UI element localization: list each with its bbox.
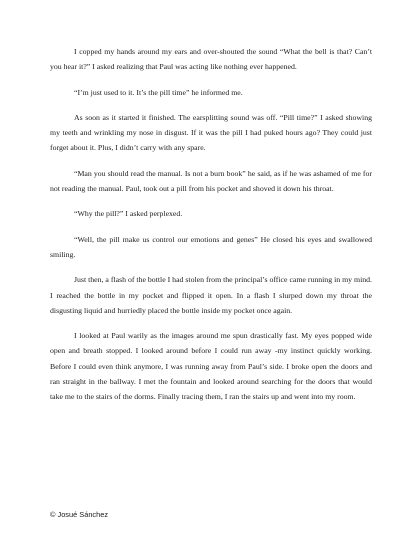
story-text bbox=[50, 44, 372, 414]
paragraph-1: I copped my hands around my ears and over-shouted the sound “What the bell is that? Can’t you hear it?” I asked realizing that Paul was acting like nothing ever happened. bbox=[50, 47, 372, 72]
paragraph-6: “Well, the pill make us control our emotions and genes” He closed his eyes and swallowed smiling. bbox=[50, 234, 372, 259]
paragraph-5: “Why the pill?” I asked perplexed. bbox=[74, 209, 183, 219]
paragraph-7: Just then, a flash of the bottle I had stolen from the principal’s office came running in my mind. I reached the bottle in my pocket and flipped it open. In a flash I slurped down my throat the disgusting liquid and hurriedly placed the bottle inside my pocket once again. bbox=[50, 275, 372, 315]
paragraph-3: As soon as it started it finished. The earsplitting sound was off. “Pill time?” I asked showing my teeth and wrinkling my nose in disgust. If it was the pill I had puked hours ago? They could just forget about it. Plus, I didn’t carry with any spare. bbox=[50, 112, 372, 153]
paragraph-4: “Man you should read the manual. Is not a burn book” he said, as if he was ashamed of me for not reading the manual. Paul, took out a pill from his pocket and shoved it down his throat. bbox=[50, 168, 372, 193]
paragraph-8: I looked at Paul warily as the images around me spun drastically fast. My eyes popped wide open and breath stopped. I looked around before I could run away -my instinct quickly working. Before I could even think anymore, I was running away from Paul’s side. I broke open the doors and ran straight in the ballway. I met the fountain and looked around searching for the doors that would take me to the stairs of the dorms. Finally tracing them, I ran the stairs up and went into my room. bbox=[50, 331, 372, 401]
copyright-footer: © Josué Sánchez bbox=[50, 510, 109, 519]
paragraph-2: “I’m just used to it. It’s the pill time” he informed me. bbox=[74, 87, 243, 97]
